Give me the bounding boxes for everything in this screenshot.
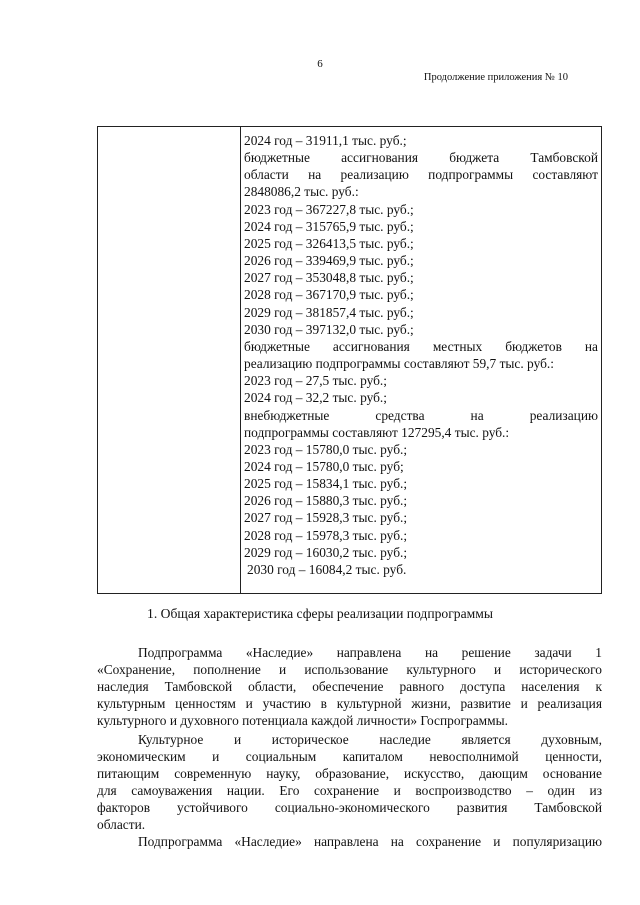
paragraph-line: Культурное и историческое наследие является духовным, [138,732,602,747]
table-line: 2024 год – 15780,0 тыс. руб; [244,458,404,474]
table-line: 2023 год – 15780,0 тыс. руб.; [244,441,408,457]
table-line: 2023 год – 27,5 тыс. руб.; [244,373,387,389]
paragraph-line: культурного и духовного потенциала каждой личности» Госпрограммы. [97,713,508,729]
table-line: 2029 год – 381857,4 тыс. руб.; [244,304,414,320]
paragraph-line: культурным ценностям и участию в культурной жизни, развитие и реализация [97,696,602,712]
table-line: 2848086,2 тыс. руб.: [244,184,359,200]
table-right-column [241,127,601,593]
table-line: бюджетные ассигнования бюджета Тамбовской [244,150,598,166]
paragraph-line: наследия Тамбовской области, обеспечение равного доступа населения к [97,679,602,695]
paragraph-line: Подпрограмма «Наследие» направлена на решение задачи 1 [138,645,602,660]
paragraph-3 [97,833,602,850]
table-line: 2027 год – 353048,8 тыс. руб.; [244,270,414,286]
table-line: 2026 год – 15880,3 тыс. руб.; [244,493,408,509]
paragraph-line: питающим современную науку, образование, искусство, дающим основание [97,766,602,782]
table-line: области на реализацию подпрограммы составляют [244,167,598,183]
table-line: внебюджетные средства на реализацию [244,407,598,423]
table-line: 2025 год – 15834,1 тыс. руб.; [244,476,408,492]
paragraph-1 [97,644,602,729]
table-line: 2026 год – 339469,9 тыс. руб.; [244,253,414,269]
table-line: 2024 год – 32,2 тыс. руб.; [244,390,387,406]
table-line: бюджетные ассигнования местных бюджетов на [244,338,598,354]
paragraph-line: для самоуважения нации. Его сохранение и воспроизводство – один из [97,783,602,799]
budget-table [97,126,602,594]
table-line: 2023 год – 367227,8 тыс. руб.; [244,201,414,217]
table-line: 2025 год – 326413,5 тыс. руб.; [244,235,414,251]
table-line: реализацию подпрограммы составляют 59,7 тыс. руб.: [244,356,554,372]
table-line: подпрограммы составляют 127295,4 тыс. руб.: [244,424,510,440]
table-line: 2030 год – 397132,0 тыс. руб.; [244,321,414,337]
table-line: 2024 год – 315765,9 тыс. руб.; [244,218,414,234]
table-line: 2024 год – 31911,1 тыс. руб.; [244,133,407,148]
paragraph-2 [97,731,602,834]
section-heading: 1. Общая характеристика сферы реализации подпрограммы [147,606,493,621]
paragraph-line: «Сохранение, пополнение и использование культурного и исторического [97,662,602,678]
paragraph-line: области. [97,817,146,833]
paragraph-line: экономическим и социальным капиталом невосполнимой ценности, [97,749,602,765]
table-line: 2028 год – 367170,9 тыс. руб.; [244,287,414,303]
table-left-column [98,127,241,593]
paragraph-line: факторов устойчивого социально-экономического развития Тамбовской [97,800,602,816]
table-line: 2028 год – 15978,3 тыс. руб.; [244,527,408,543]
table-line: 2027 год – 15928,3 тыс. руб.; [244,510,408,526]
continuation-note: Продолжение приложения № 10 [423,72,568,83]
page-number: 6 [317,58,323,70]
table-line: 2030 год – 16084,2 тыс. руб. [247,561,407,577]
table-line: 2029 год – 16030,2 тыс. руб.; [244,544,408,560]
paragraph-line: Подпрограмма «Наследие» направлена на сохранение и популяризацию [138,834,602,849]
